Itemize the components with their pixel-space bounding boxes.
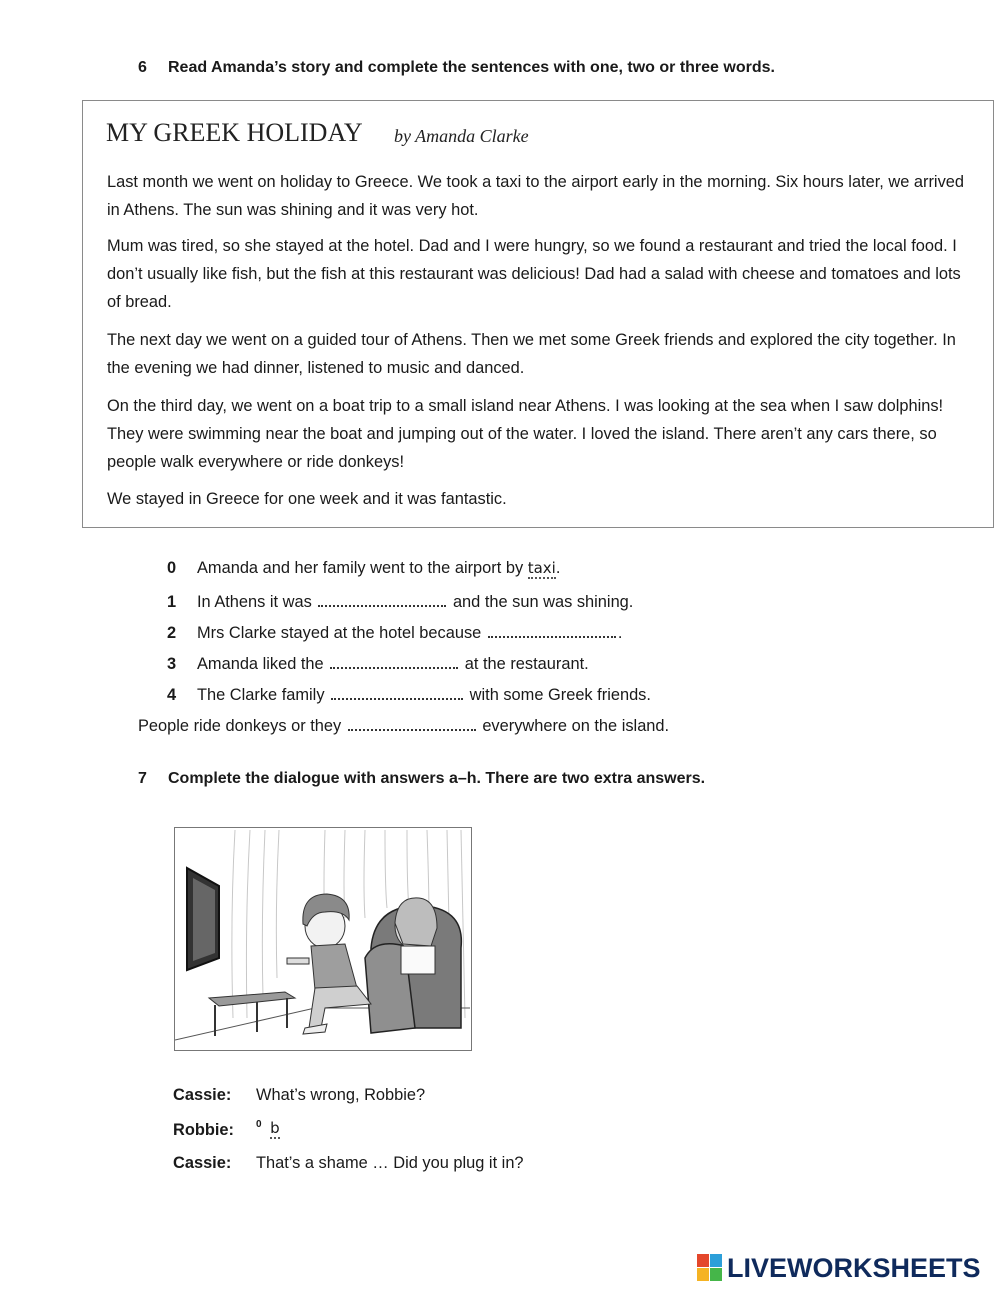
exercise-number: 7	[138, 770, 147, 787]
exercise-6-instruction	[138, 59, 775, 77]
answer-blank-1[interactable]	[318, 591, 446, 607]
speaker-label: Cassie:	[173, 1154, 232, 1172]
gap-number: 0	[256, 1119, 262, 1130]
question-text: Mrs Clarke stayed at the hotel because	[197, 624, 482, 642]
dialogue-line: What’s wrong, Robbie?	[256, 1086, 426, 1104]
dialogue-answer-line	[256, 1119, 280, 1139]
exercise-7-instruction	[138, 770, 705, 788]
question-text-end: .	[617, 624, 623, 642]
question-text: Amanda liked the	[197, 655, 324, 673]
logo-text: LIVEWORKSHEETS	[727, 1253, 981, 1283]
question-text: People ride donkeys or they	[138, 717, 342, 735]
answer-blank-4[interactable]	[331, 684, 463, 700]
exercise-number: 6	[138, 59, 147, 76]
question-number: 1	[167, 593, 177, 611]
story-paragraph: Last month we went on holiday to Greece. We took a taxi to the airport early in the morning. Six hours later, we arrived in Athens. The sun was shining and it was very hot.	[107, 173, 964, 219]
question-text: In Athens it was	[197, 593, 312, 611]
question-text-end: at the restaurant.	[464, 655, 589, 673]
illustration	[174, 827, 472, 1051]
answer-blank-5[interactable]	[348, 715, 476, 731]
answer-blank-2[interactable]	[488, 622, 616, 638]
story-byline: by Amanda Clarke	[394, 126, 529, 146]
speaker-label: Robbie:	[173, 1121, 235, 1139]
question-number: 0	[167, 559, 177, 577]
answer-blank-3[interactable]	[330, 653, 458, 669]
speaker-label: Cassie:	[173, 1086, 232, 1104]
question-text-end: and the sun was shining.	[452, 593, 634, 611]
logo-blocks-icon	[697, 1254, 723, 1282]
question-text: The Clarke family	[197, 686, 325, 704]
question-5	[138, 715, 669, 737]
question-text: Amanda and her family went to the airport by	[197, 559, 524, 577]
example-answer: taxi	[527, 559, 556, 577]
story-paragraph: The next day we went on a guided tour of Athens. Then we met some Greek friends and explored the city together. In the evening we had dinner, listened to music and danced.	[107, 331, 956, 377]
story-paragraph: We stayed in Greece for one week and it was fantastic.	[107, 490, 507, 508]
story-paragraph: On the third day, we went on a boat trip to a small island near Athens. I was looking at the sea when I saw dolphins! They were swimming near the boat and jumping out of the water. I loved the island. There aren’t any cars there, so people walk everywhere or ride donkeys!	[107, 397, 944, 471]
instruction-text: Read Amanda’s story and complete the sentences with one, two or three words.	[168, 59, 775, 76]
question-number: 3	[167, 655, 177, 673]
instruction-text: Complete the dialogue with answers a–h. There are two extra answers.	[168, 770, 706, 787]
story-paragraph: Mum was tired, so she stayed at the hotel. Dad and I were hungry, so we found a restaurant and tried the local food. I don’t usually like fish, but the fish at this restaurant was delicious! Dad had a salad with cheese and tomatoes and lots of bread.	[107, 237, 961, 311]
question-text-end: .	[555, 559, 561, 577]
question-text-end: with some Greek friends.	[469, 686, 651, 704]
question-number: 2	[167, 624, 177, 642]
question-number: 4	[167, 686, 177, 704]
question-text-end: everywhere on the island.	[482, 717, 670, 735]
tv-room-illustration	[175, 828, 470, 1049]
liveworksheets-logo	[697, 1253, 997, 1283]
dialogue-line: That’s a shame … Did you plug it in?	[256, 1154, 524, 1172]
story-title: MY GREEK HOLIDAY	[106, 118, 363, 147]
example-answer: b	[270, 1119, 280, 1138]
